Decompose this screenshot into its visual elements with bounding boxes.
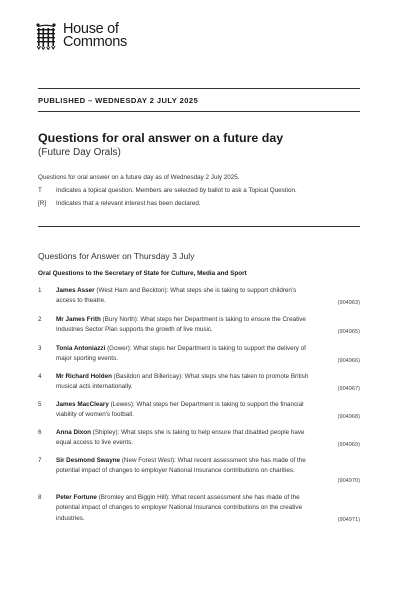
constituency: (New Forest West):: [121, 457, 176, 464]
legend-topical: [38, 187, 297, 194]
divider-section: [38, 226, 360, 227]
logo-wordmark: [63, 23, 127, 49]
question-number: 1: [38, 287, 42, 294]
question-line: potential impact of changes to employer National Insurance contributions on the creative: [56, 504, 303, 512]
legend-interest: [38, 200, 201, 207]
page-title: Questions for oral answer on a future day: [38, 131, 284, 145]
question-number: 8: [38, 494, 42, 501]
logo-line-1: House of: [63, 21, 119, 37]
question-number: 6: [38, 429, 42, 436]
question-number: 4: [38, 373, 42, 380]
question-number: 7: [38, 457, 42, 464]
question-number: 2: [38, 316, 42, 323]
question-number: 3: [38, 345, 42, 352]
question-number: 5: [38, 401, 42, 408]
member-name: Mr James Frith: [56, 316, 101, 323]
constituency: (Gower):: [107, 345, 132, 352]
divider-published: [38, 111, 360, 112]
question-line: What steps her Department is taking to support the financial: [136, 401, 304, 408]
question-line: viability of women's football.: [56, 411, 134, 419]
question-reference: (904963): [337, 300, 360, 306]
divider-top: [38, 88, 360, 89]
question-reference: (904971): [337, 517, 360, 523]
question-line: major sporting events.: [56, 355, 118, 363]
question-text: [56, 428, 338, 449]
legend-key: T: [38, 187, 42, 194]
member-name: Peter Fortune: [56, 494, 97, 501]
question-line: What steps her Department is taking to support the delivery of: [133, 345, 306, 352]
question-line: industries.: [56, 514, 85, 522]
member-name: James Asser: [56, 287, 95, 294]
section-heading: Questions for Answer on Thursday 3 July: [38, 251, 195, 261]
member-name: Anna Dixon: [56, 429, 91, 436]
question-reference: (904970): [337, 478, 360, 484]
legend-text: Indicates that a relevant interest has been declared.: [56, 200, 201, 207]
question-line: Industries Sector Plan supports the growth of live music.: [56, 326, 213, 334]
member-name: Sir Desmond Swayne: [56, 457, 121, 464]
house-of-commons-logo: [34, 21, 127, 51]
constituency: (West Ham and Beckton):: [96, 287, 169, 294]
logo-line-2: Commons: [63, 34, 127, 50]
question-text: [56, 493, 338, 524]
member-name: Mr Richard Holden: [56, 373, 112, 380]
question-line: What recent assessment she has made of the: [171, 494, 300, 501]
legend-key: [R]: [38, 200, 47, 207]
question-line: What steps she is taking to support children's: [170, 287, 297, 294]
question-text: [56, 372, 338, 393]
question-text: [56, 344, 338, 365]
legend-text: Indicates a topical question. Members are selected by ballot to ask a Topical Question.: [56, 187, 297, 194]
question-line: musical acts internationally.: [56, 383, 133, 391]
constituency: (Bury North):: [102, 316, 139, 323]
question-reference: (904967): [337, 386, 360, 392]
question-reference: (904965): [337, 329, 360, 335]
question-line: potential impact of changes to employer National Insurance contributions on charities.: [56, 467, 295, 475]
question-reference: (904968): [337, 414, 360, 420]
constituency: (Bromley and Biggin Hill):: [98, 494, 170, 501]
question-line: access to theatre.: [56, 297, 106, 305]
intro-text: Questions for oral answer on a future day as of Wednesday 2 July 2025.: [38, 174, 240, 181]
constituency: (Shipley):: [92, 429, 120, 436]
question-line: What recent assessment she has made of the: [177, 457, 306, 464]
question-reference: (904966): [337, 358, 360, 364]
question-line: What steps she is taking to help ensure that disabled people have: [121, 429, 305, 436]
question-text: [56, 315, 338, 336]
question-reference: (904969): [337, 442, 360, 448]
question-text: [56, 456, 338, 477]
member-name: James MacCleary: [56, 401, 109, 408]
published-date: PUBLISHED – WEDNESDAY 2 JULY 2025: [38, 96, 199, 105]
question-line: What steps she has taken to promote British: [184, 373, 309, 380]
question-text: [56, 400, 338, 421]
department-heading: Oral Questions to the Secretary of State for Culture, Media and Sport: [38, 270, 247, 277]
constituency: (Basildon and Billericay):: [113, 373, 184, 380]
question-line: equal access to live events.: [56, 439, 134, 447]
member-name: Tonia Antoniazzi: [56, 345, 106, 352]
portcullis-icon: [34, 22, 58, 50]
page-subtitle: (Future Day Orals): [38, 147, 121, 158]
question-line: What steps her Department is taking to ensure the Creative: [140, 316, 306, 323]
question-text: [56, 286, 338, 307]
constituency: (Lewes):: [110, 401, 135, 408]
